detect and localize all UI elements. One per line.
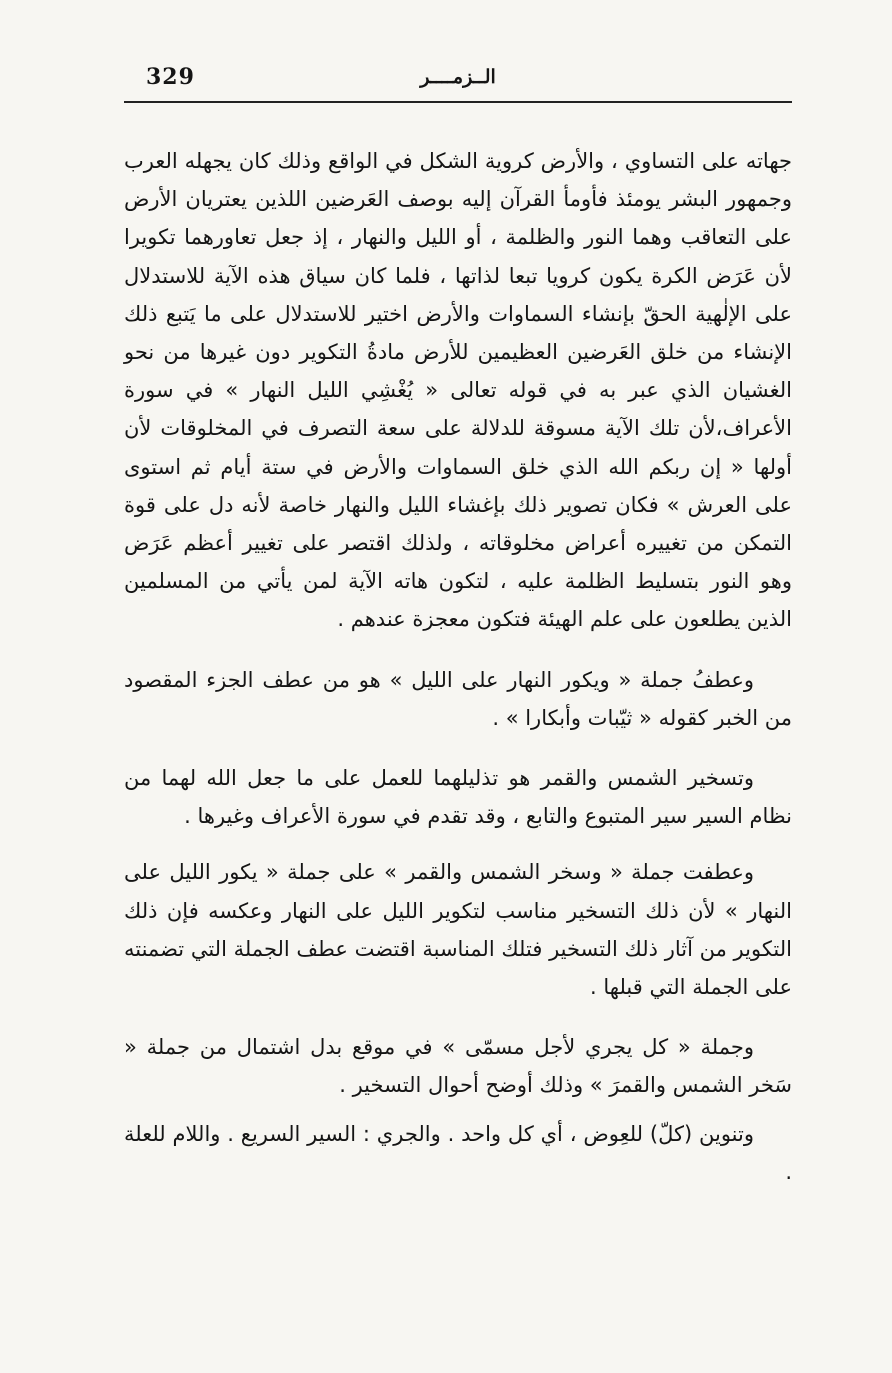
paragraph-2: وعطفُ جملة « ويكور النهار على الليل » هو من عطف الجزء المقصود من الخبر كقوله « ثيّبات وأبكارا » . [124, 667, 792, 730]
paragraph-5: وجملة « كل يجري لأجل مسمّى » في موقع بدل اشتمال من جملة « سَخر الشمس والقمرَ » وذلك أوضح أحوال التسخير . [124, 1035, 792, 1098]
body-text [124, 142, 792, 1191]
paragraph-6: وتنوين (كلّ) للعِوض ، أي كل واحد . والجري : السير السريع . واللام للعلة . [124, 1121, 792, 1184]
running-title: الــزمــــر [420, 66, 496, 88]
page-header [124, 60, 792, 100]
paragraph-3: وتسخير الشمس والقمر هو تذليلهما للعمل على ما جعل الله لهما من نظام السير سير المتبوع والتابع ، وقد تقدم في سورة الأعراف وغيرها . [124, 766, 792, 829]
paragraph-1: جهاته على التساوي ، والأرض كروية الشكل في الواقع وذلك كان يجهله العرب وجمهور البشر يومئذ فأومأ القرآن إليه بوصف العَرضين اللذين يعتريان الأرض على التعاقب وهما النور والظلمة ، أو الليل والنهار ، إذ جعل تعاورهما تكويرا لأن عَرَض الكرة يكون كرويا تبعا لذاتها ، فلما كان سياق هذه الآية للاستدلال على الإلٰهية الحقّ بإنشاء السماوات والأرض اختير للاستدلال على ما يَتبع ذلك الإنشاء من خلق العَرضين العظيمين للأرض مادةُ التكوير دون غيرها من نحو الغشيان الذي عبر به في قوله تعالى « يُغْشِي الليل النهار » في سورة الأعراف،لأن تلك الآية مسوقة للدلالة على سعة التصرف في المخلوقات لأن أولها « إن ربكم الله الذي خلق السماوات والأرض في ستة أيام ثم استوى على العرش » فكان تصوير ذلك بإغشاء الليل والنهار خاصة لأنه دل على قوة التمكن من تغييره أعراض مخلوقاته ، ولذلك اقتصر على تغيير أعظم عَرَض وهو النور بتسليط الظلمة عليه ، لتكون هاته الآية لمن يأتي من المسلمين الذين يطلعون على علم الهيئة فتكون معجزة عندهم . [124, 149, 792, 632]
paragraph-4: وعطفت جملة « وسخر الشمس والقمر » على جملة « يكور الليل على النهار » لأن ذلك التسخير مناسب لتكوير الليل على النهار وعكسه فإن ذلك التكوير من آثار ذلك التسخير فتلك المناسبة اقتضت عطف الجملة التي تضمنته على الجملة التي قبلها . [124, 860, 792, 1000]
page-number: 329 [146, 64, 195, 90]
header-rule [124, 101, 792, 103]
